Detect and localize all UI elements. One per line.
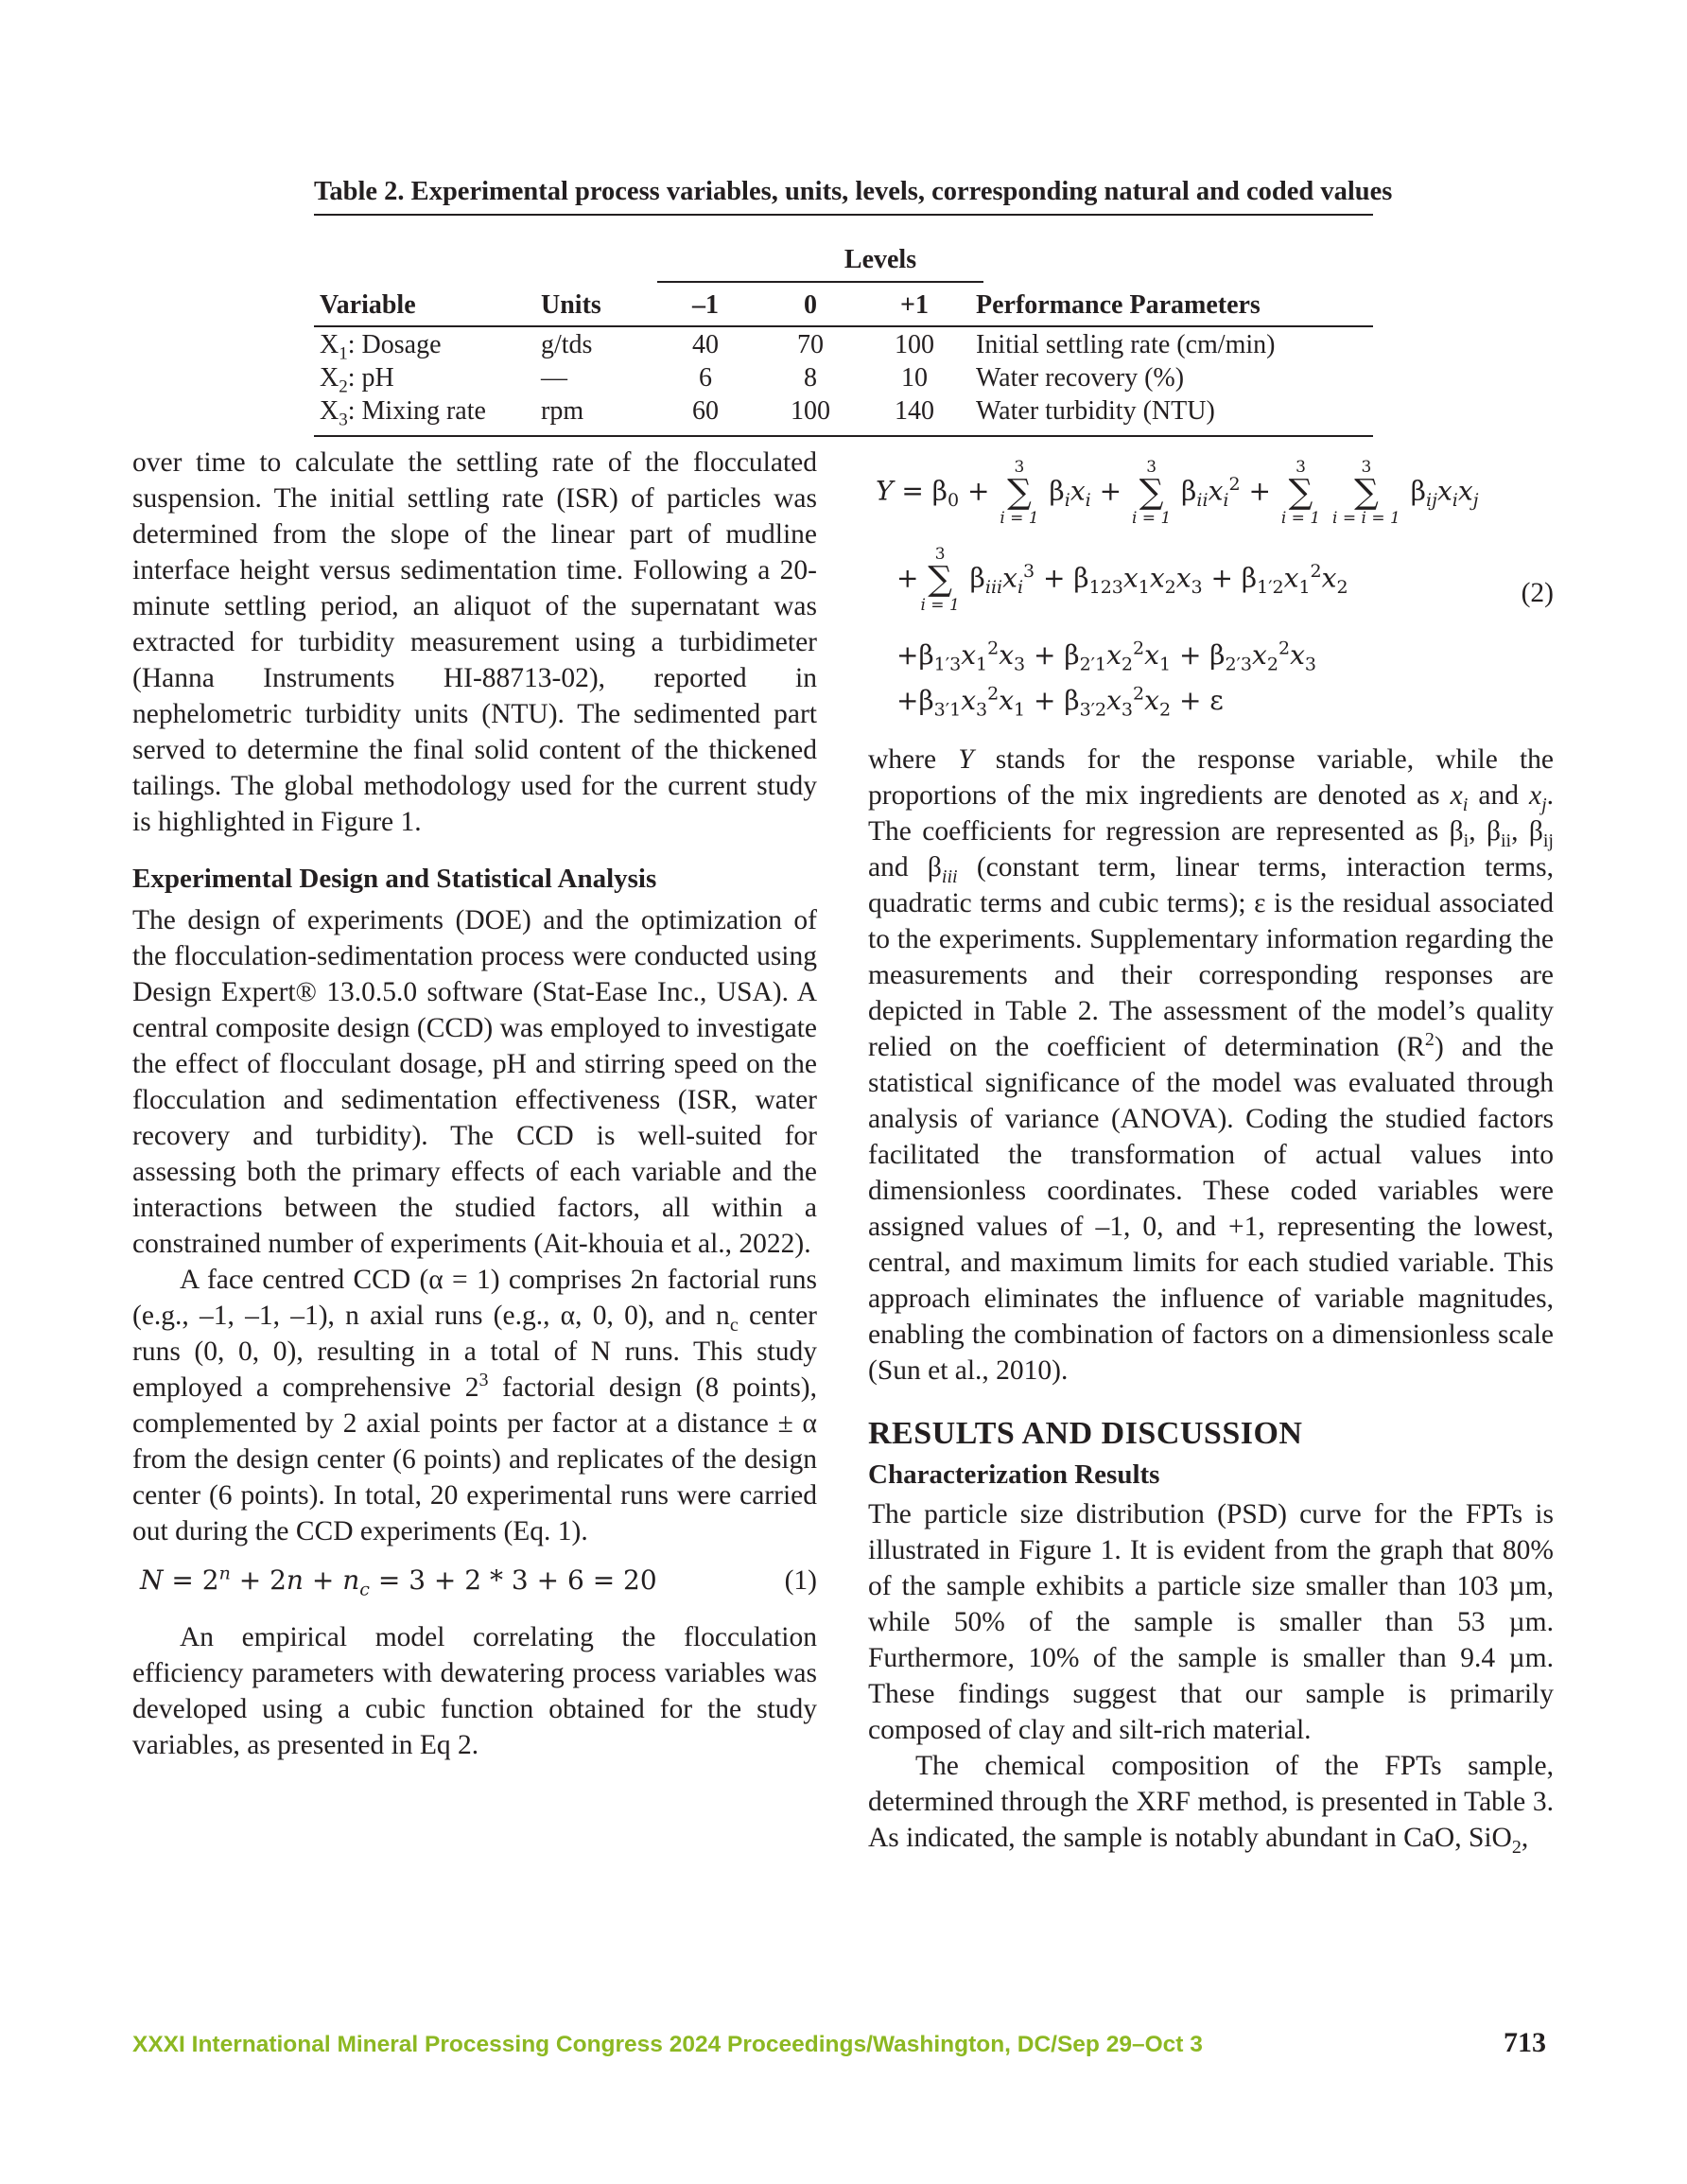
left-paragraph-3: A face centred CCD (α = 1) comprises 2n factorial runs (e.g., –1, –1, –1), n axial runs (e.g., α, 0, 0), and $n_c$ center runs (0, 0, 0), resulting in a total of N runs. This study employed a comprehensive $2^3$ factorial design (8 points), complemented by 2 axial points per factor at a distance ± α from the design center (6 points) and replicates of the design center (6 points). In total, 20 experimental runs were carried out during the CCD experiments (Eq. 1). (132, 1265, 817, 1546)
equation-1-body: $N = 2^n + 2n + n_c = 3 + 2 * 3 + 6 = 20$ (140, 1563, 657, 1600)
equation-1-number: (1) (784, 1565, 817, 1596)
right-paragraph-1: where Y stands for the response variable, while the proportions of the mix ingredients are denoted as $x_i$ and $x_j$. The coefficients for regression are represented as $\beta_i$, $\beta_{ii}$, $\beta_{ij}$ and $\beta_{iii}$ (constant term, linear terms, interaction terms, quadratic terms and cubic terms); ε is the residual associated to the experiments. Supplementary information regarding the measurements and their corresponding responses are depicted in Table 2. The assessment of the model’s quality relied on the coefficient of determination $(R^2)$ and the statistical significance of the model was evaluated through analysis of variance (ANOVA). Coding the studied factors facilitated the transformation of actual values into dimensionless coordinates. These coded variables were assigned values of –1, 0, and +1, representing the lowest, central, and maximum limits for each studied variable. This approach eliminates the influence of variable magnitudes, enabling the combination of factors on a dimensionless scale (Sun et al., 2010). (868, 744, 1555, 1386)
left-column (132, 445, 817, 1763)
right-column (868, 445, 1555, 1859)
left-paragraph-4: An empirical model correlating the flocculation efficiency parameters with dewatering process variables was developed using a cubic function obtained for the study variables, as presented in Eq 2. (132, 1622, 817, 1760)
table-row-1-units: g/tds (541, 330, 593, 359)
header-level-minus: –1 (692, 290, 719, 320)
table-row-3-performance: Water turbidity (NTU) (976, 396, 1215, 426)
equation-1 (132, 1549, 817, 1608)
header-units: Units (541, 290, 601, 320)
right-paragraph-2: The particle size distribution (PSD) curve for the FPTs is illustrated in Figure 1. It is evident from the graph that 80% of the sample exhibits a particle size smaller than 103 µm, while 50% of the sample is smaller than 53 µm. Furthermore, 10% of the sample is smaller than 9.4 µm. These findings suggest that our sample is primarily composed of clay and silt-rich material. (868, 1499, 1554, 1745)
table-row-1-performance: Initial settling rate (cm/min) (976, 330, 1276, 359)
equation-2-line-1: $Y = \beta_0$ + 3 ∑ i = 1 $\beta_ix_i$ + 3 ∑ i = 1 $\beta_{ii}x_i^2$ + 3 ∑ i = 1 3 ∑ i = i = 1 $\beta_{ij}x_ix_j$ (876, 458, 1479, 528)
left-paragraph-1: over time to calculate the settling rate of the flocculated suspension. The initial settling rate (ISR) of particles was determined from the slope of the linear part of mudline interface height versus sedimentation time. Following a 20-minute settling period, an aliquot of the supernatant was extracted for turbidity measurement using a turbidimeter (Hanna Instruments HI-88713-02), reported in nephelometric turbidity units (NTU). The sedimented part served to determine the final solid content of the thickened tailings. The global methodology used for the current study is highlighted in Figure 1. (132, 447, 817, 837)
page-number: 713 (1504, 2027, 1546, 2058)
left-paragraph-2: The design of experiments (DOE) and the optimization of the flocculation-sedimentation process were conducted using Design Expert® 13.0.5.0 software (Stat-Ease Inc., USA). A central composite design (CCD) was employed to investigate the effect of flocculant dosage, pH and stirring speed on the flocculation and sedimentation effectiveness (ISR, water recovery and turbidity). The CCD is well-suited for assessing both the primary effects of each variable and the interactions between the studied factors, all within a constrained number of experiments (Ait-khouia et al., 2022). (132, 905, 817, 1259)
table-row-2-performance: Water recovery (%) (976, 363, 1185, 393)
table-caption: Table 2. Experimental process variables, units, levels, corresponding natural and coded values (314, 177, 1393, 206)
header-level-plus: +1 (900, 290, 929, 320)
table-row-3-units: rpm (541, 396, 584, 426)
levels-rule (657, 281, 983, 283)
table-row-1-zero: 70 (797, 330, 824, 359)
table-row-3-variable: $X_3$: Mixing rate (320, 396, 486, 430)
table-header-rule (314, 325, 1373, 327)
section-heading-experimental-design: Experimental Design and Statistical Analysis (132, 864, 657, 894)
section-heading-results: RESULTS AND DISCUSSION (868, 1416, 1303, 1451)
footer-proceedings: XXXI International Mineral Processing Congress 2024 Proceedings/Washington, DC/Sep 29–Oct 3 (132, 2032, 1203, 2057)
table-top-rule (314, 214, 1373, 216)
levels-header: Levels (844, 245, 917, 274)
header-variable: Variable (320, 290, 416, 320)
subsection-heading-characterization: Characterization Results (868, 1459, 1160, 1490)
table-row-3-zero: 100 (791, 396, 830, 426)
equation-2-line-4: $+\beta_{3'1}x_3^2x_1 + \beta_{3'2}x_3^2x_2 + \varepsilon$ (896, 683, 1224, 721)
table-row-1-minus: 40 (692, 330, 719, 359)
table-row-2-minus: 6 (699, 363, 712, 393)
table-row-3-plus: 140 (895, 396, 934, 426)
equation-2-line-2: + 3 ∑ i = 1 $\beta_{iii}x_i^3 + \beta_{123}x_1x_2x_3 + \beta_{1'2}x_1^2x_2$ (896, 545, 1348, 615)
equation-2-number: (2) (1521, 578, 1554, 608)
right-paragraph-3: The chemical composition of the FPTs sample, determined through the XRF method, is presented in Table 3. As indicated, the sample is notably abundant in CaO, SiO$_2$, (868, 1751, 1554, 1859)
table-row-2-units: — (541, 363, 567, 393)
table-row-2-plus: 10 (901, 363, 928, 393)
equation-2 (868, 445, 1554, 734)
table-row-2-zero: 8 (804, 363, 817, 393)
header-performance: Performance Parameters (976, 290, 1261, 320)
table-bottom-rule (314, 435, 1373, 437)
table-row-2-variable: $X_2$: pH (320, 363, 394, 397)
table-row-1-plus: 100 (895, 330, 934, 359)
table-2 (314, 176, 1393, 443)
table-row-1-variable: $X_1$: Dosage (320, 330, 442, 364)
header-level-zero: 0 (804, 290, 817, 320)
table-body (314, 208, 1373, 443)
equation-2-line-3: $+\beta_{1'3}x_1^2x_3 + \beta_{2'1}x_2^2x_1 + \beta_{2'3}x_2^2x_3$ (896, 638, 1316, 675)
table-row-3-minus: 60 (692, 396, 719, 426)
